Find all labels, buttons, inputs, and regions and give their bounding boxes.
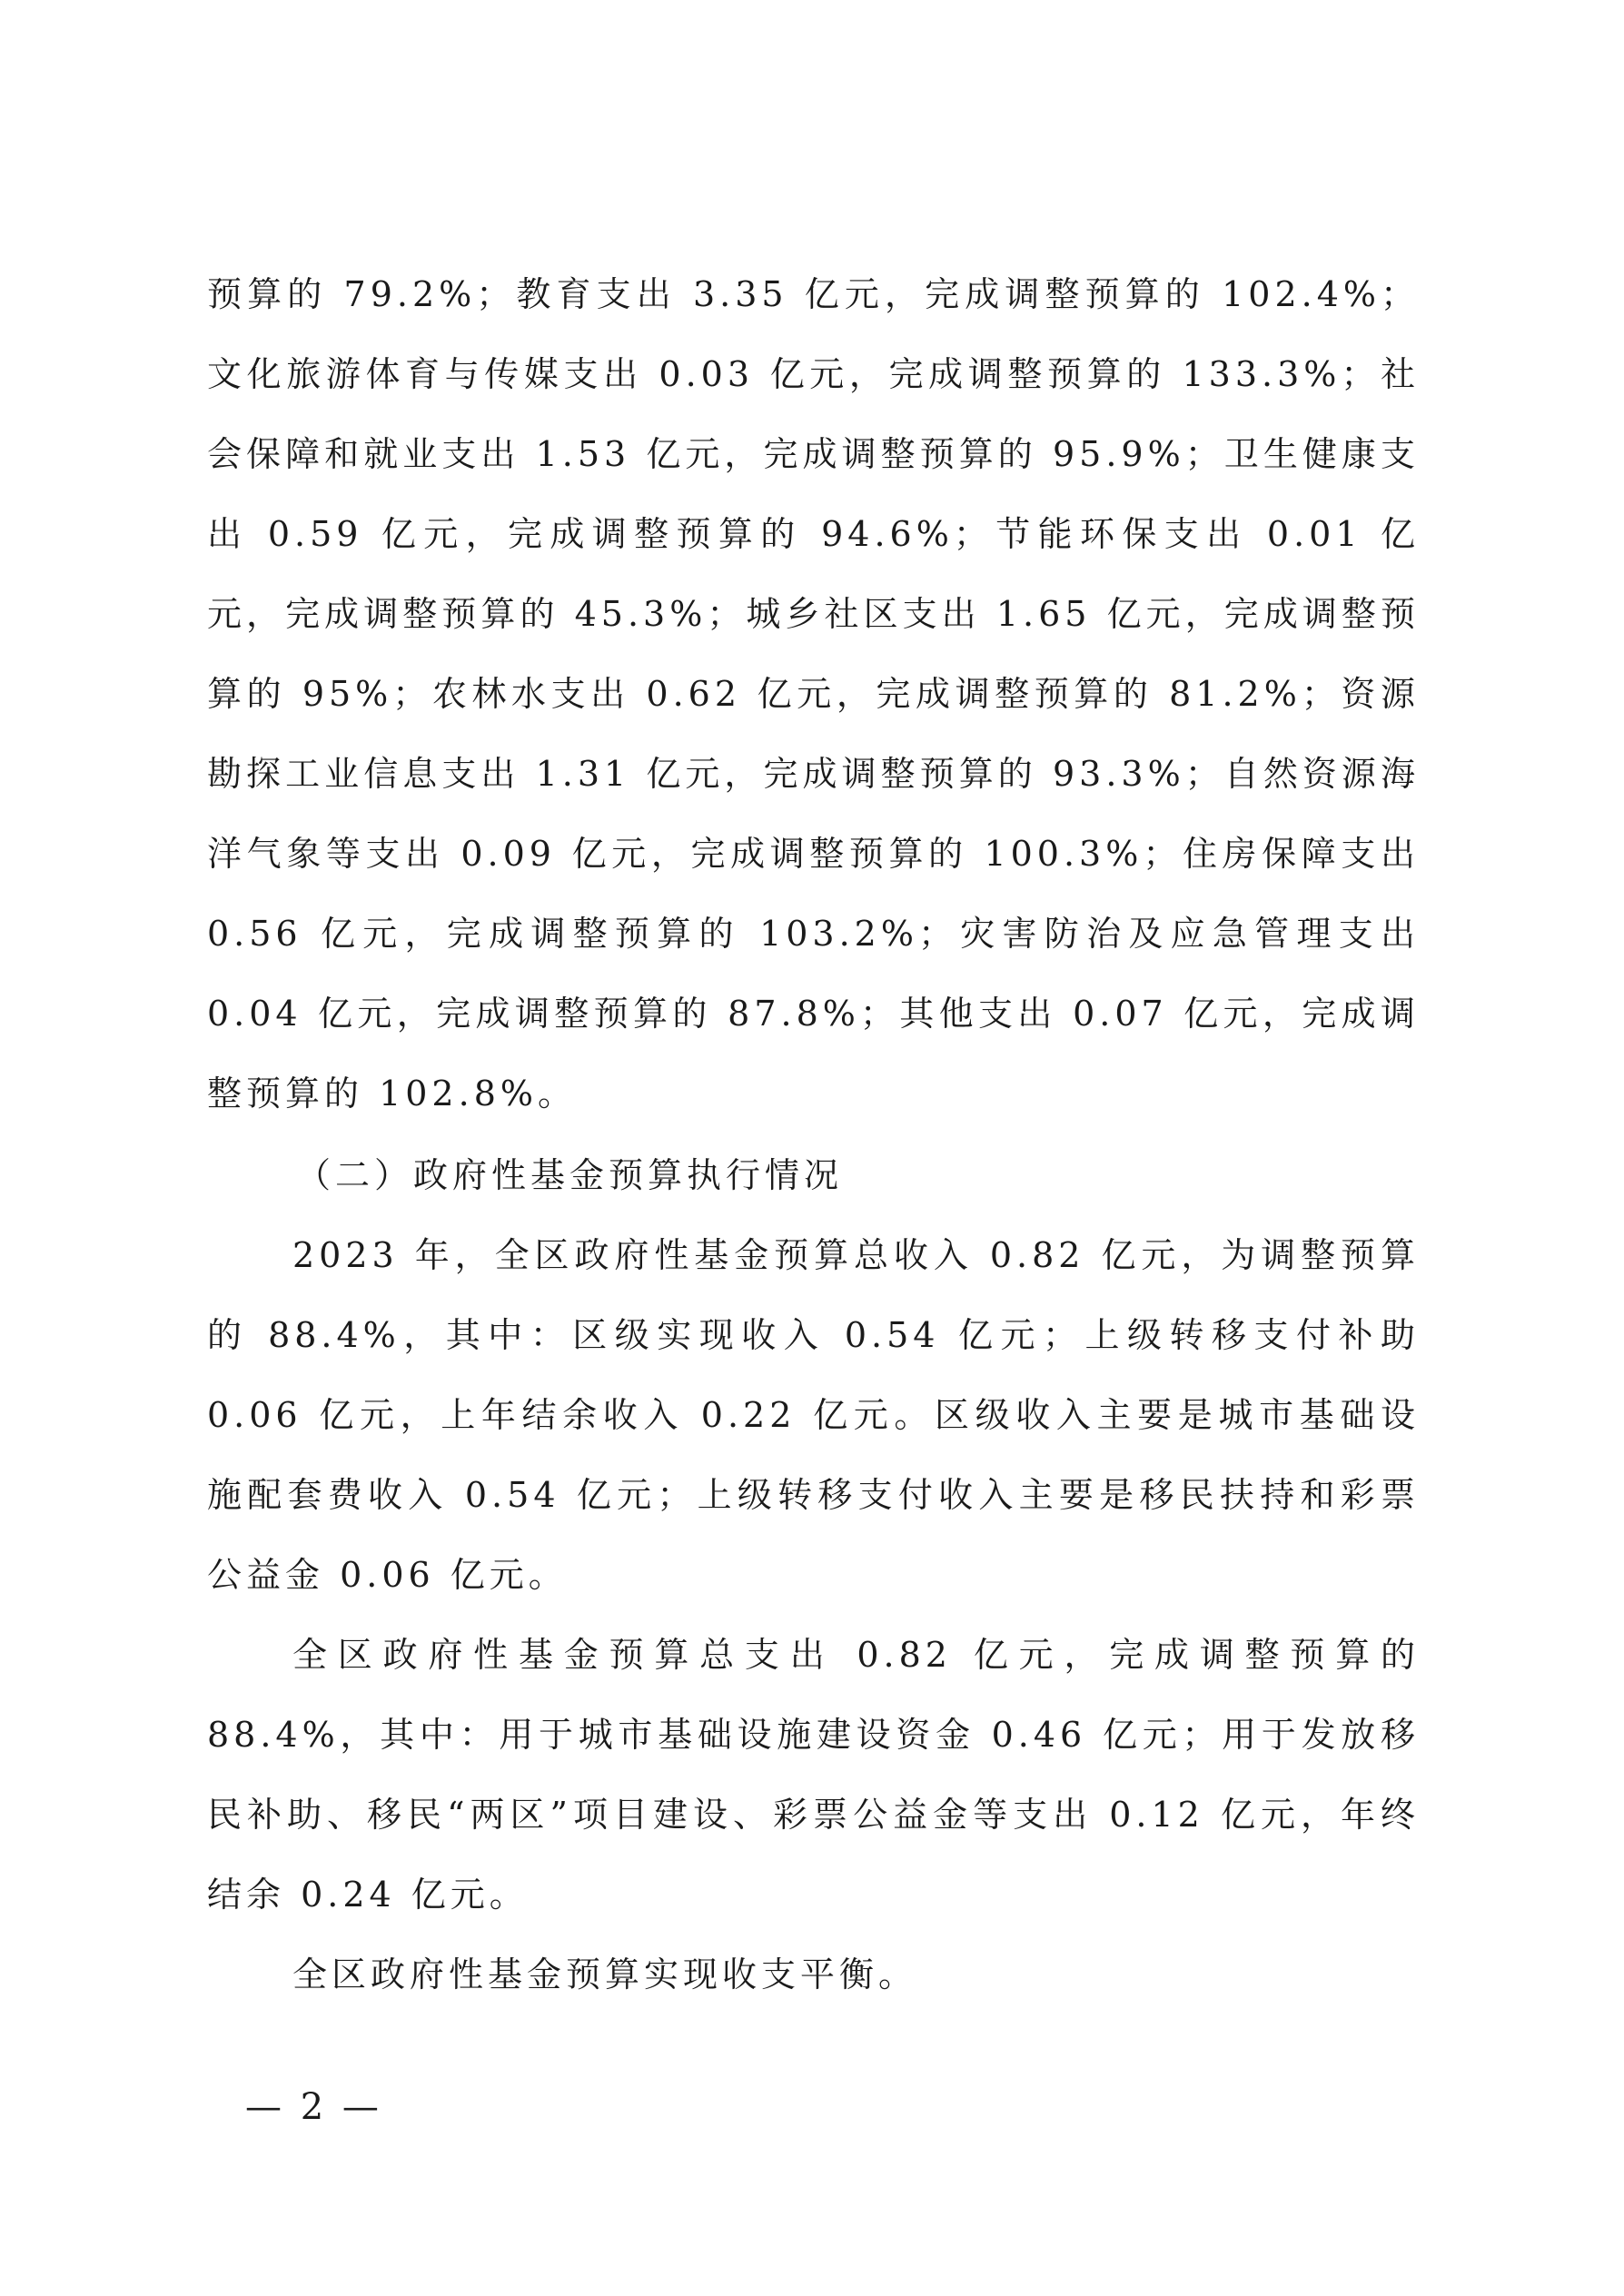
body-paragraph: 全区政府性基金预算总支出 0.82 亿元，完成调整预算的 88.4%，其中：用于城市基础设施建设资金 0.46 亿元；用于发放移民补助、移民“两区”项目建设、彩票公益金等支出 0.12 亿元，年终结余 0.24 亿元。 (207, 1635, 1420, 1915)
section-heading: （二）政府性基金预算执行情况 (296, 1155, 844, 1195)
page-number: — 2 — (245, 2086, 382, 2128)
body-paragraph: 2023 年，全区政府性基金预算总收入 0.82 亿元，为调整预算的 88.4%，其中：区级实现收入 0.54 亿元；上级转移支付补助 0.06 亿元，上年结余收入 0.22 亿元。区级收入主要是城市基础设施配套费收入 0.54 亿元；上级转移支付收入主要是移民扶持和彩票公益金 0.06 亿元。 (207, 1235, 1420, 1595)
body-paragraph: 全区政府性基金预算实现收支平衡。 (292, 1955, 918, 1994)
body-paragraph: 预算的 79.2%；教育支出 3.35 亿元，完成调整预算的 102.4%；文化旅游体育与传媒支出 0.03 亿元，完成调整预算的 133.3%；社会保障和就业支出 1.53 亿元，完成调整预算的 95.9%；卫生健康支出 0.59 亿元，完成调整预算的 94.6%；节能环保支出 0.01 亿元，完成调整预算的 45.3%；城乡社区支出 1.65 亿元，完成调整预算的 95%；农林水支出 0.62 亿元，完成调整预算的 81.2%；资源勘探工业信息支出 1.31 亿元，完成调整预算的 93.3%；自然资源海洋气象等支出 0.09 亿元，完成调整预算的 100.3%；住房保障支出 0.56 亿元，完成调整预算的 103.2%；灾害防治及应急管理支出 0.04 亿元，完成调整预算的 87.8%；其他支出 0.07 亿元，完成调整预算的 102.8%。 (207, 274, 1420, 1113)
